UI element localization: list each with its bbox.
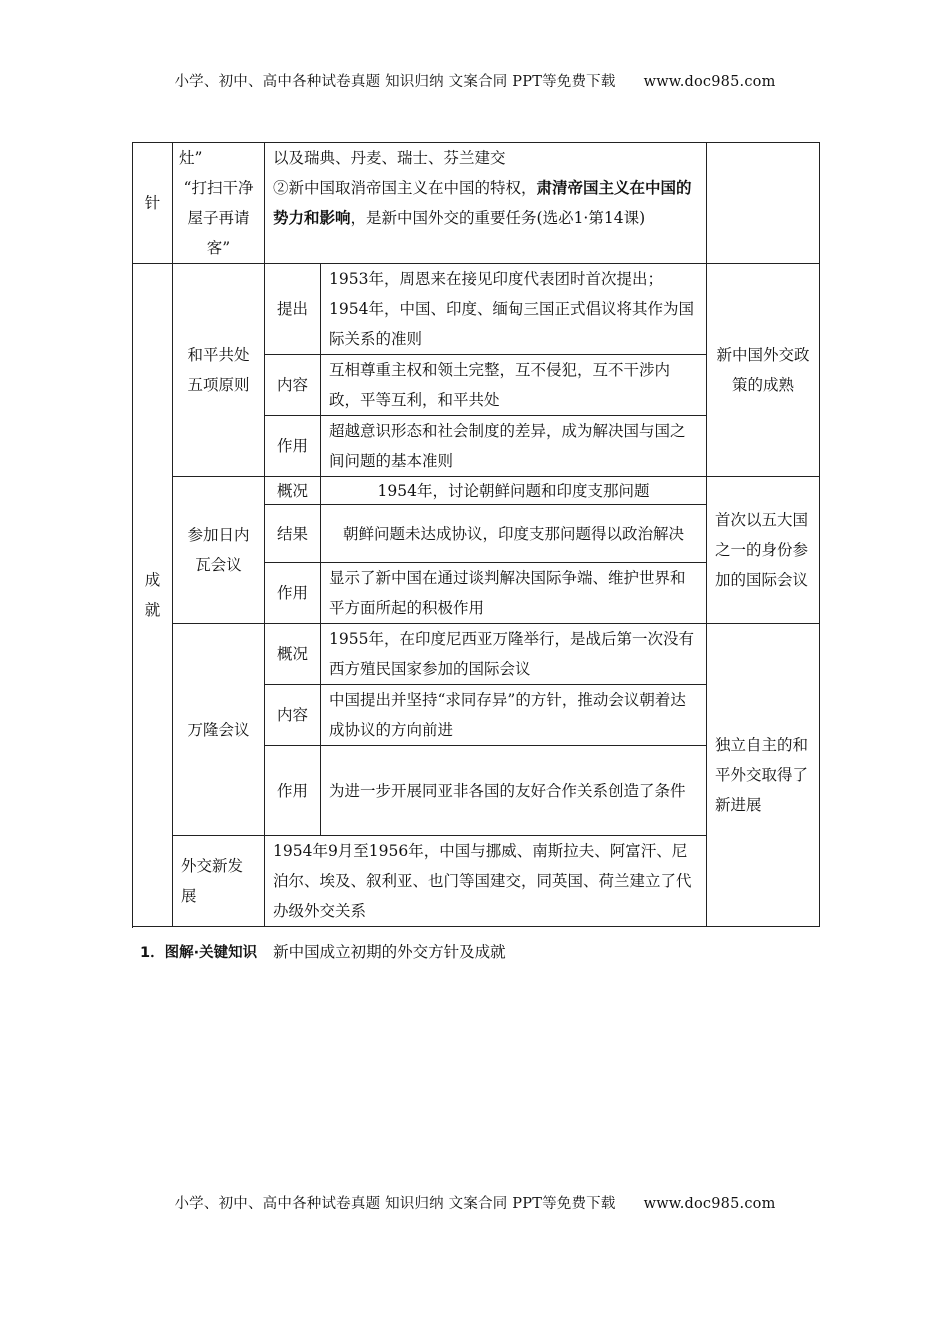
policy-row bbox=[133, 143, 820, 264]
row-label: 作用 bbox=[265, 563, 321, 624]
policy-bold-text: 肃清帝国主义在中国的势力和影响 bbox=[273, 178, 692, 227]
bandung-row-1 bbox=[133, 624, 820, 685]
geneva-row-1 bbox=[133, 477, 820, 505]
footer-site: www.doc985.com bbox=[643, 1196, 776, 1212]
new-development-name: 外交新发展 bbox=[173, 836, 265, 927]
row-text: 显示了新中国在通过谈判解决国际争端、维护世界和平方面所起的积极作用 bbox=[321, 563, 707, 624]
policy-content-line2: ②新中国取消帝国主义在中国的特权，肃清帝国主义在中国的势力和影响，是新中国外交的重要任务(选必1·第14课) bbox=[273, 178, 692, 227]
policy-note-cell bbox=[707, 143, 820, 264]
geneva-note: 首次以五大国之一的身份参加的国际会议 bbox=[707, 477, 820, 624]
section-title bbox=[140, 940, 506, 962]
row-text: 中国提出并坚持“求同存异”的方针，推动会议朝着达成协议的方向前进 bbox=[321, 685, 707, 746]
five-principles-row-1 bbox=[133, 264, 820, 355]
policy-content-line1: 以及瑞典、丹麦、瑞士、芬兰建交 bbox=[273, 149, 506, 167]
row-text: 互相尊重主权和领土完整，互不侵犯，互不干涉内政，平等互利，和平共处 bbox=[321, 355, 707, 416]
policy-name-cell bbox=[173, 143, 265, 264]
row-label: 概况 bbox=[265, 624, 321, 685]
section-text: 新中国成立初期的外交方针及成就 bbox=[273, 943, 506, 961]
row-label: 概况 bbox=[265, 477, 321, 505]
policy-group-label: 针 bbox=[133, 143, 173, 264]
row-text: 朝鲜问题未达成协议，印度支那问题得以政治解决 bbox=[321, 505, 707, 563]
row-label: 提出 bbox=[265, 264, 321, 355]
achievements-label: 成就 bbox=[133, 264, 173, 927]
page-footer bbox=[0, 1192, 950, 1213]
section-label: 1．图解·关键知识 bbox=[140, 945, 258, 961]
row-text: 超越意识形态和社会制度的差异，成为解决国与国之间问题的基本准则 bbox=[321, 416, 707, 477]
five-principles-name: 和平共处五项原则 bbox=[173, 264, 265, 477]
policy-name-bottom: “打扫干净屋子再请客” bbox=[183, 179, 254, 257]
new-development-text: 1954年9月至1956年，中国与挪威、南斯拉夫、阿富汗、尼泊尔、埃及、叙利亚、也门等国建交，同英国、荷兰建立了代办级外交关系 bbox=[265, 836, 707, 927]
five-principles-note: 新中国外交政策的成熟 bbox=[707, 264, 820, 477]
row-label: 内容 bbox=[265, 685, 321, 746]
row-text: 1955年，在印度尼西亚万隆举行，是战后第一次没有西方殖民国家参加的国际会议 bbox=[321, 624, 707, 685]
footer-text: 小学、初中、高中各种试卷真题 知识归纳 文案合同 PPT等免费下载 bbox=[174, 1196, 616, 1212]
bandung-note: 独立自主的和平外交取得了新进展 bbox=[707, 624, 820, 927]
header-text: 小学、初中、高中各种试卷真题 知识归纳 文案合同 PPT等免费下载 bbox=[174, 74, 616, 90]
row-text: 为进一步开展同亚非各国的友好合作关系创造了条件 bbox=[321, 746, 707, 836]
row-text: 1954年，讨论朝鲜问题和印度支那问题 bbox=[321, 477, 707, 505]
policy-content-cell bbox=[265, 143, 707, 264]
row-label: 作用 bbox=[265, 416, 321, 477]
geneva-name: 参加日内瓦会议 bbox=[173, 477, 265, 624]
row-label: 内容 bbox=[265, 355, 321, 416]
row-text: 1953年，周恩来在接见印度代表团时首次提出；1954年，中国、印度、缅甸三国正式倡议将其作为国际关系的准则 bbox=[321, 264, 707, 355]
row-label: 作用 bbox=[265, 746, 321, 836]
diplomacy-table bbox=[132, 142, 820, 927]
header-site: www.doc985.com bbox=[643, 74, 776, 90]
bandung-name: 万隆会议 bbox=[173, 624, 265, 836]
page-header bbox=[0, 70, 950, 91]
policy-name-top: 灶” bbox=[179, 149, 203, 167]
row-label: 结果 bbox=[265, 505, 321, 563]
